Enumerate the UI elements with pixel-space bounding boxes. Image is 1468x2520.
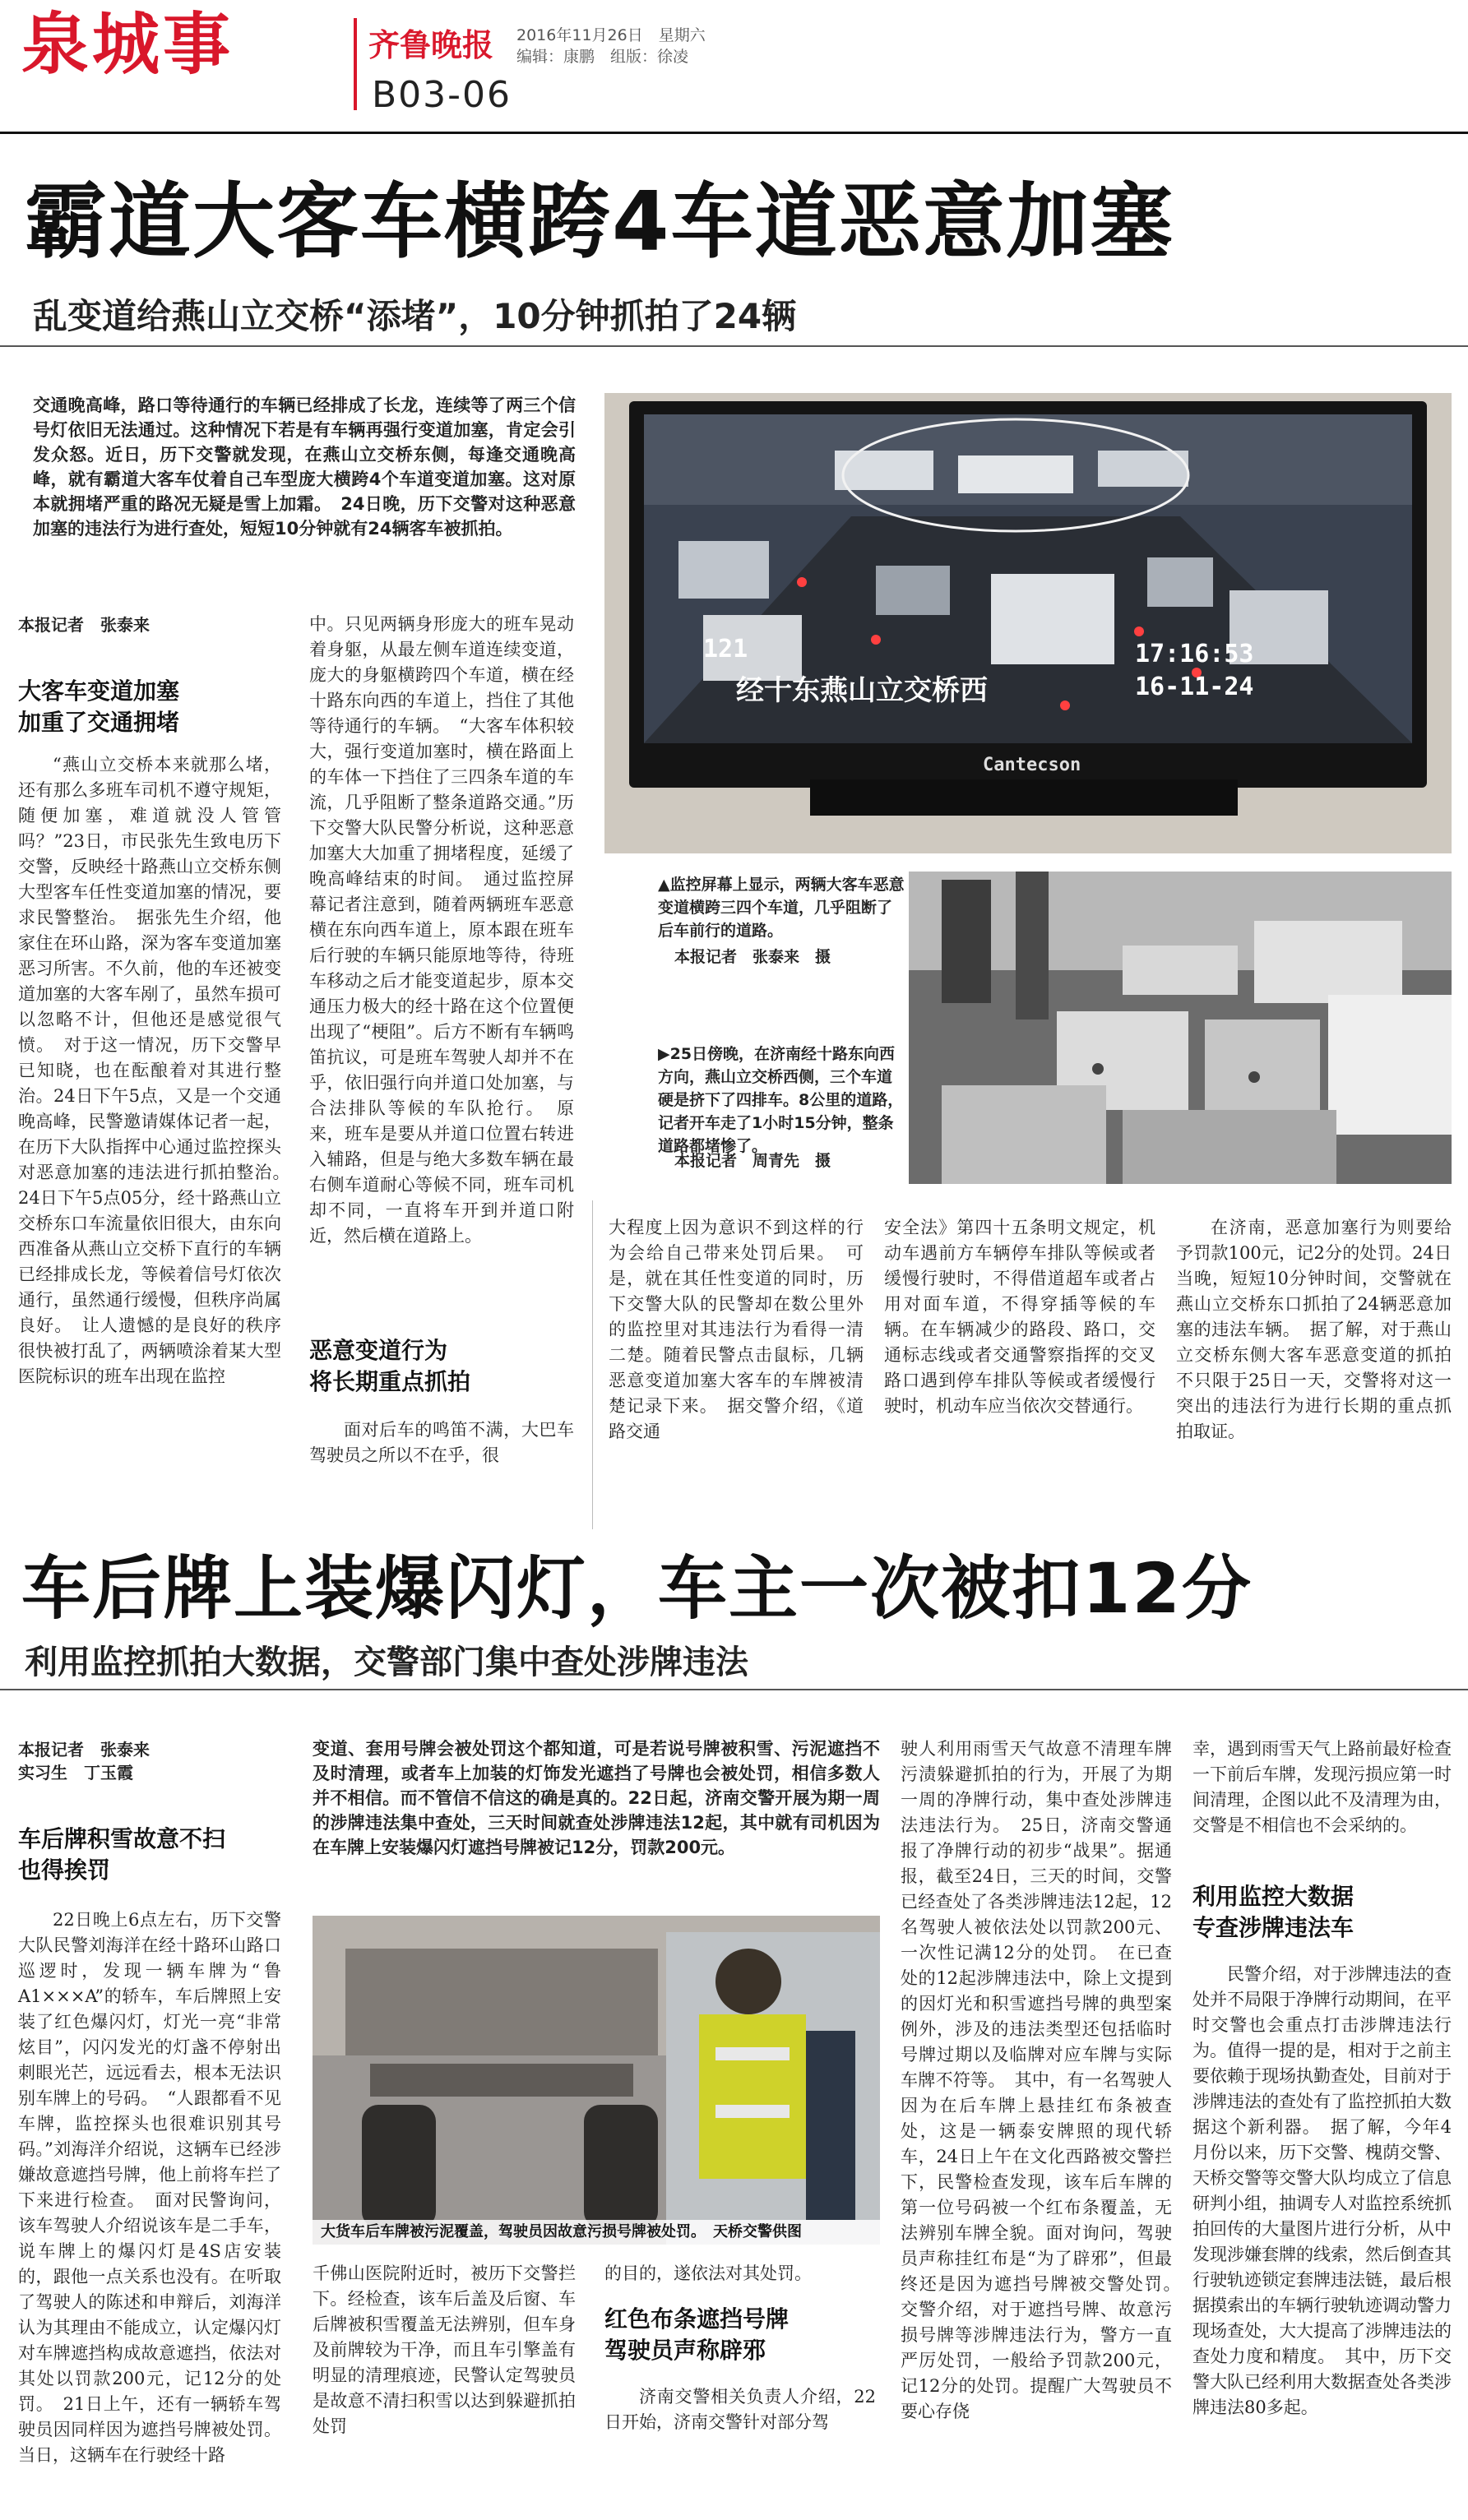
photo2-caption: ▶25日傍晚，在济南经十路东向西方向，燕山立交桥西侧，三个车道硬是挤下了四排车。8公里的道路，记者开车走了1小时15分钟，整条道路都堵惨了。 <box>658 1045 904 1155</box>
story2-col2c: 的目的，遂依法对其处罚。 <box>604 2263 812 2283</box>
story2-reporter: 本报记者 张泰来 <box>18 1740 150 1759</box>
story1-rule <box>0 345 1468 347</box>
monitor-photo-graphic <box>604 393 1452 853</box>
story1-col2b: 面对后车的鸣笛不满，大巴车驾驶员之所以不在乎，很 <box>309 1420 574 1465</box>
masthead-divider <box>354 18 357 110</box>
photo1-credit: 本报记者 张泰来 摄 <box>674 948 831 966</box>
editor-credits: 编辑：康鹏 组版：徐凌 <box>516 48 689 66</box>
traffic-jam-graphic <box>909 872 1452 1184</box>
story2-col3: 驶人利用雨雪天气故意不清理车牌污渍躲避抓拍的行为，开展了为期一周的净牌行动，集中查处涉牌违法违法行为。 25日，济南交警通报了净牌行动的初步“战果”。据通报，截至24日，三天的时间，交警已经查处了各类涉牌违法12起，12名驾驶人被依法处以罚款200元、一次性记满12分的处罚。 在已查处的12起涉牌违法中，除上文提到的因灯光和积雪遮挡号牌的典型案例外，涉及的违法类型还包括临时号牌过期以及临牌对应车牌与实际车牌不符等。 其中，有一名驾驶人因为在后车牌上悬挂红布条被查处，这是一辆泰安牌照的现代轿车，24日上午在文化西路被交警拦下，民警检查发现，该车后车牌的第一位号码被一个红布条覆盖，无法辨别车牌全貌。面对询问，驾驶员声称挂红布是“为了辟邪”，但最终还是因为遮挡号牌被交警处罚。 交警介绍，对于遮挡号牌、故意污损号牌等涉牌违法行为，警方一直严厉处罚，一般给予罚款200元，记12分的处罚。提醒广大驾驶员不要心存侥 <box>901 1739 1189 2421</box>
paper-logo: 齐鲁晚报 <box>368 26 494 63</box>
photo2-credit: 本报记者 周青先 摄 <box>674 1152 831 1170</box>
osd-place: 经十东燕山立交桥西 <box>736 674 988 707</box>
osd-code: 121 <box>703 635 748 664</box>
page-number: B03-06 <box>372 74 512 116</box>
traffic-jam-photo <box>909 872 1452 1184</box>
issue-date: 2016年11月26日 星期六 <box>516 26 706 44</box>
monitor-brand-label: Cantecson <box>983 755 1081 775</box>
truck-photo-caption: 大货车后车牌被污泥覆盖，驾驶员因故意污损号牌被处罚。 天桥交警供图 <box>313 2220 888 2245</box>
osd-time: 17:16:53 <box>1135 640 1254 668</box>
story1-reporter: 本报记者 张泰来 <box>18 615 150 635</box>
story1-column-rule <box>592 1200 593 1529</box>
story1-headline: 霸道大客车横跨4车道恶意加塞 <box>25 173 1174 270</box>
story2-subtitle3: 利用监控大数据 专查涉牌违法车 <box>1192 1883 1355 1941</box>
monitor-photo <box>604 393 1452 853</box>
osd-date: 16-11-24 <box>1135 673 1254 701</box>
story1-subheadline: 乱变道给燕山立交桥“添堵”，10分钟抓拍了24辆 <box>33 296 797 336</box>
photo1-caption: ▲监控屏幕上显示，两辆大客车恶意变道横跨三四个车道，几乎阻断了后车前行的道路。 <box>658 876 905 940</box>
story2-subheadline: 利用监控抓拍大数据，交警部门集中查处涉牌违法 <box>25 1644 748 1681</box>
story2-headline: 车后牌上装爆闪灯，车主一次被扣12分 <box>21 1548 1253 1629</box>
story1-col3: 大程度上因为意识不到这样的行为会给自己带来处罚后果。 可是，就在其任性变道的同时，历下交警大队的民警却在数公里外的监控里对其违法行为看得一清二楚。随着民警点击鼠标，几辆恶意变道加塞大客车的车牌被清楚记录下来。 据交警介绍，《道路交通 <box>609 1218 864 1441</box>
truck-plate-photo <box>313 1916 880 2245</box>
story1-subtitle2: 恶意变道行为 将长期重点抓拍 <box>309 1337 471 1395</box>
story1-col5: 在济南，恶意加塞行为则要给予罚款100元，记2分的处罚。24日当晚，短短10分钟时间，交警就在燕山立交桥东口抓拍了24辆恶意加塞的违法车辆。 据了解，对于燕山立交桥东侧大客车恶意变道的抓拍不只限于25日一天，交警将对这一突出的违法行为进行长期的重点抓拍取证。 <box>1176 1218 1452 1441</box>
story2-col4b: 民警介绍，对于涉牌违法的查处并不局限于净牌行动期间，在平时交警也会重点打击涉牌违法行为。值得一提的是，相对于之前主要依赖于现场执勤查处，目前对于涉牌违法的查处有了监控抓拍大数据这个新利器。 据了解，今年4月份以来，历下交警、槐荫交警、天桥交警等交警大队均成立了信息研判小组，抽调专人对监控系统抓拍回传的大量图片进行分析，从中发现涉嫌套牌的线索，然后倒查其行驶轨迹锁定套牌违法链，最后根据摸索出的车辆行驶轨迹调动警力现场查处，大大提高了涉牌违法的查处力度和精度。 其中，历下交警大队已经利用大数据查处各类涉牌违法80多起。 <box>1192 1964 1452 2417</box>
story1-lead: 交通晚高峰，路口等待通行的车辆已经排成了长龙，连续等了两三个信号灯依旧无法通过。这种情况下若是有车辆再强行变道加塞，肯定会引发众怒。近日，历下交警就发现，在燕山立交桥东侧，每逢交通晚高峰，就有霸道大客车仗着自己车型庞大横跨4个车道变道加塞。这对原本就拥堵严重的路况无疑是雪上加霜。 24日晚，历下交警对这种恶意加塞的违法行为进行查处，短短10分钟就有24辆客车被抓拍。 <box>33 395 576 539</box>
story2-col4a: 幸，遇到雨雪天气上路前最好检查一下前后车牌，发现污损应第一时间清理，企图以此不及清理为由，交警是不相信也不会采纳的。 <box>1192 1739 1452 1835</box>
story2-col1: 22日晚上6点左右，历下交警大队民警刘海洋在经十路环山路口巡逻时，发现一辆车牌为“鲁A1×××A”的轿车，车后牌照上安装了红色爆闪灯，灯光一亮“非常炫目”，闪闪发光的灯盏不停射出刺眼光芒，远远看去，根本无法识别车牌上的号码。 “人跟都看不见车牌，监控探头也很难识别其号码。”刘海洋介绍说，这辆车已经涉嫌故意遮挡号牌，他上前将车拦了下来进行检查。 面对民警询问，该车驾驶人介绍说该车是二手车，说车牌上的爆闪灯是4S店安装的，跟他一点关系也没有。在听取了驾驶人的陈述和申辩后，刘海洋认为其理由不能成立，认定爆闪灯对车牌遮挡构成故意遮挡，依法对其处以罚款200元，记12分的处罚。 21日上午，还有一辆轿车驾驶员因同样因为遮挡号牌被处罚。当日，这辆车在行驶经十路 <box>18 1910 281 2465</box>
masthead-rule <box>0 132 1468 134</box>
story1-col4: 安全法》第四十五条明文规定，机动车遇前方车辆停车排队等候或者缓慢行驶时，不得借道超车或者占用对面车道，不得穿插等候的车辆。在车辆减少的路段、路口，交通标志线或者交通警察指挥的交叉路口遇到停车排队等候或者缓慢行驶时，机动车应当依次交替通行。 <box>884 1218 1155 1416</box>
story2-rule <box>0 1689 1468 1690</box>
story1-col2a: 中。只见两辆身形庞大的班车晃动着身躯，从最左侧车道连续变道，庞大的身躯横跨四个车道，横在经十路东向西的车道上，挡住了其他等待通行的车辆。 “大客车体积较大，强行变道加塞时，横在路面上的车体一下挡住了三四条车道的车流，几乎阻断了整条道路交通。”历下交警大队民警分析说，这种恶意加塞大大加重了拥堵程度，延缓了晚高峰结束的时间。 通过监控屏幕记者注意到，随着两辆班车恶意横在东向西车道上，原本跟在班车后行驶的车辆只能原地等待，待班车移动之后才能变道起步，原本交通压力极大的经十路在这个位置便出现了“梗阻”。后方不断有车辆鸣笛抗议，可是班车驾驶人却并不在乎，依旧强行向并道口处加塞，与合法排队等候的车队抢行。 原来，班车是要从并道口位置右转进入辅路，但是与绝大多数车辆在最右侧车道耐心等候不同，班车司机却不同，一直将车开到并道口附近，然后横在道路上。 <box>309 614 574 1246</box>
story2-col2d: 济南交警相关负责人介绍，22日开始，济南交警针对部分驾 <box>604 2387 876 2432</box>
truck-plate-graphic <box>313 1916 880 2245</box>
story1-subtitle1: 大客车变道加塞 加重了交通拥堵 <box>18 677 180 736</box>
story2-subtitle1: 车后牌积雪故意不扫 也得挨罚 <box>18 1825 226 1884</box>
story2-col2b: 千佛山医院附近时，被历下交警拦下。经检查，该车后盖及后窗、车后牌被积雪覆盖无法辨别，但车身及前牌较为干净，而且车引擎盖有明显的清理痕迹，民警认定驾驶员是故意不清扫积雪以达到躲避抓拍处罚 <box>313 2263 576 2436</box>
story2-lead: 变道、套用号牌会被处罚这个都知道，可是若说号牌被积雪、污泥遮挡不及时清理，或者车上加装的灯饰发光遮挡了号牌也会被处罚，相信多数人并不相信。而不管信不信这的确是真的。22日起，济南交警开展为期一周的涉牌违法集中查处，三天时间就查处涉牌违法12起，其中就有司机因为在车牌上安装爆闪灯遮挡号牌被记12分，罚款200元。 <box>313 1739 880 1857</box>
story2-subtitle2: 红色布条遮挡号牌 驾驶员声称辟邪 <box>604 2305 790 2364</box>
story2-intern: 实习生 丁玉霞 <box>18 1763 133 1782</box>
story1-col1: “燕山立交桥本来就那么堵，还有那么多班车司机不遵守规矩，随便加塞，难道就没人管管吗？”23日，市民张先生致电历下交警，反映经十路燕山立交桥东侧大型客车任性变道加塞的情况，要求民警整治。 据张先生介绍，他家住在环山路，深为客车变道加塞恶习所害。不久前，他的车还被变道加塞的大客车剐了，虽然车损可以忽略不计，但他还是感觉很气愤。 对于这一情况，历下交警早已知晓，也在酝酿着对其进行整治。24日下午5点，又是一个交通晚高峰，民警邀请媒体记者一起，在历下大队指挥中心通过监控探头对恶意加塞的违法进行抓拍整治。 24日下午5点05分，经十路燕山立交桥东口车流量依旧很大，由东向西准备从燕山立交桥下直行的车辆已经排成长龙，等候着信号灯依次通行，虽然通行缓慢，但秩序尚属良好。 让人遗憾的是良好的秩序很快被打乱了，两辆喷涂着某大型医院标识的班车出现在监控 <box>18 755 299 1386</box>
section-masthead: 泉城事 <box>21 6 234 84</box>
